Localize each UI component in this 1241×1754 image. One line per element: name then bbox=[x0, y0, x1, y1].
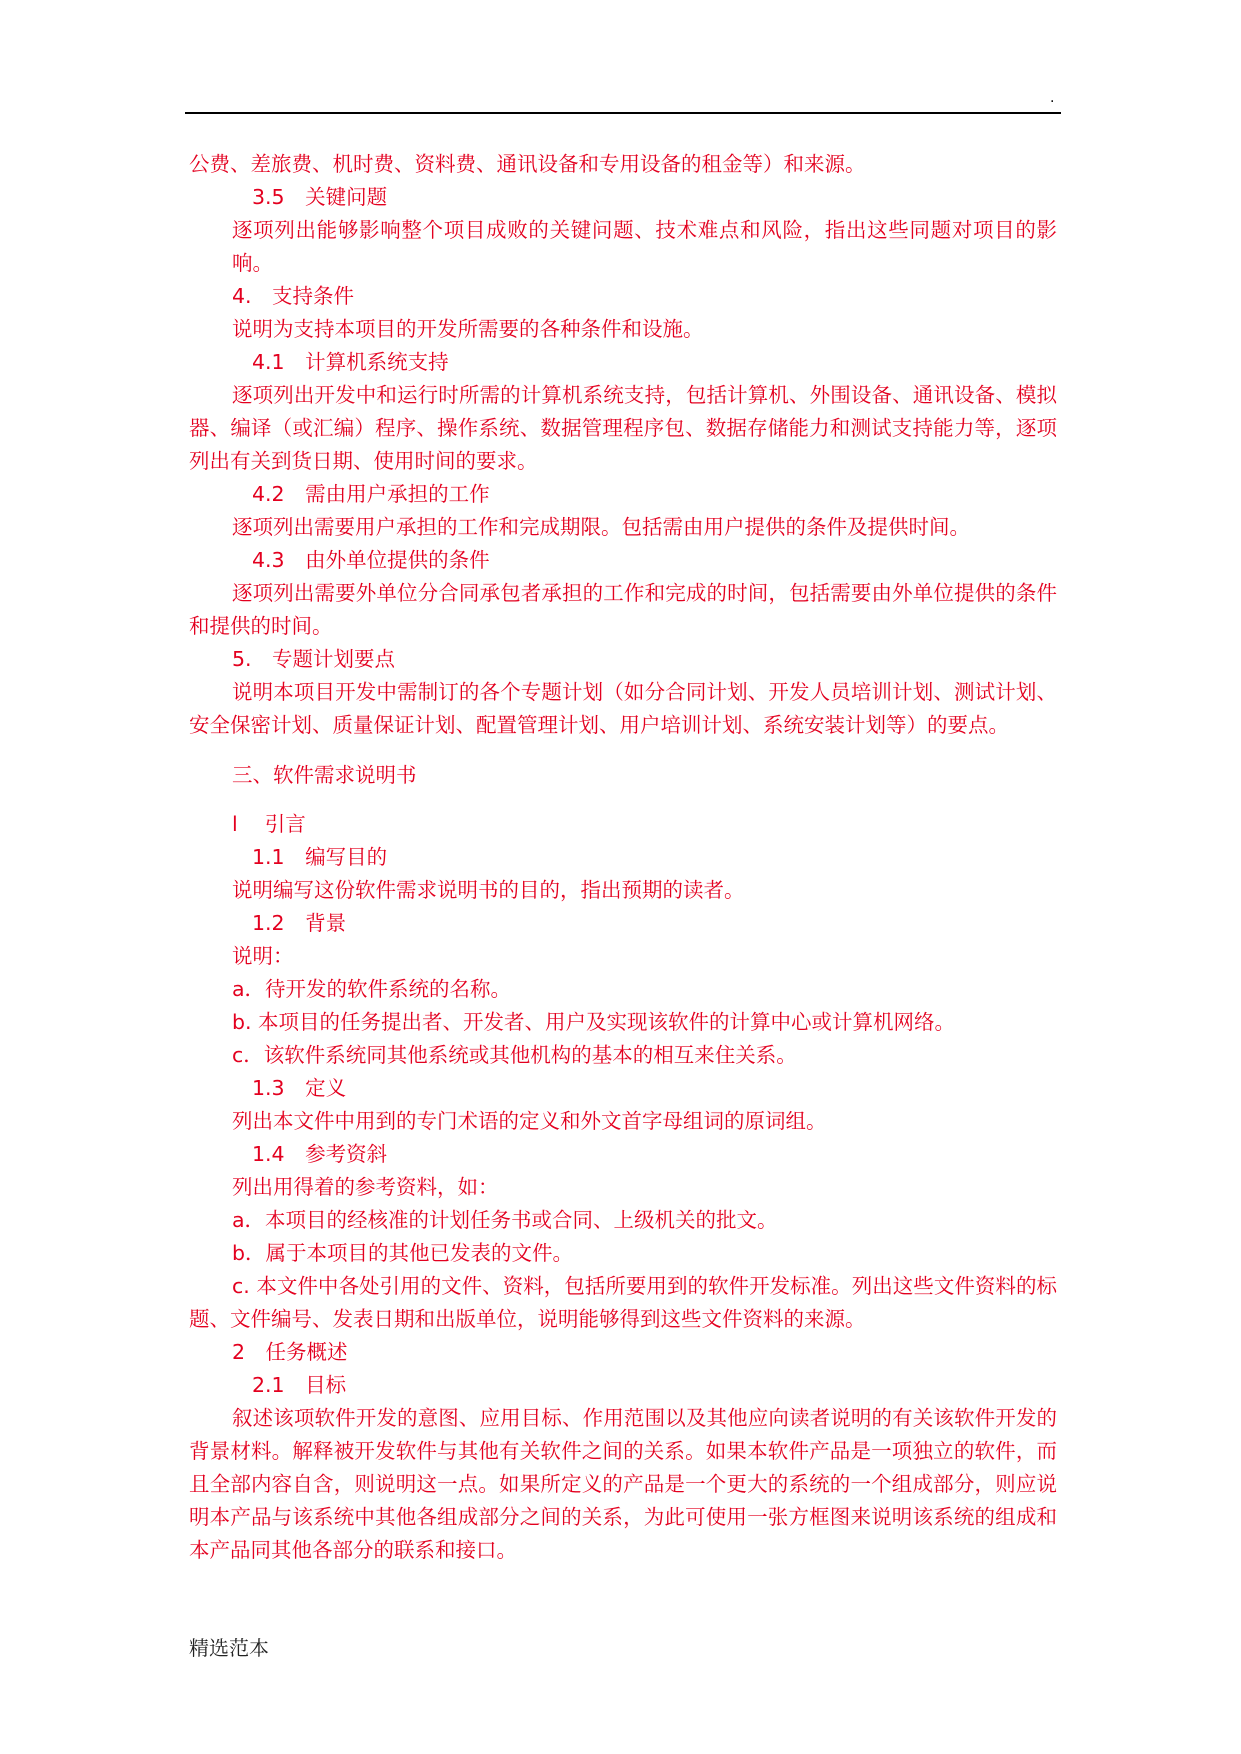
section-heading-2: 2 任务概述 bbox=[232, 1340, 348, 1364]
section-heading-2-1: 2.1 目标 bbox=[252, 1373, 347, 1397]
paragraph: 叙述该项软件开发的意图、应用目标、作用范围以及其他应向读者说明的有关该软件开发的背景材料。解释被开发软件与其他有关软件之间的关系。如果本软件产品是一项独立的软件，而且全部内容自含，则说明这一点。如果所定义的产品是一个更大的系统的一个组成部分，则应说明本产品与该系统中其他各组成部分之间的关系，为此可使用一张方框图来说明该系统的组成和本产品同其他各部分的联系和接口。 bbox=[189, 1406, 1057, 1562]
footer-text: 精选范本 bbox=[189, 1636, 269, 1660]
section-heading-1: l 引言 bbox=[232, 812, 306, 836]
section-heading-1-2: 1.2 背景 bbox=[252, 911, 347, 935]
list-item: b. 本项目的任务提出者、开发者、用户及实现该软件的计算中心或计算机网络。 bbox=[232, 1010, 956, 1034]
section-heading-4-1: 4.1 计算机系统支持 bbox=[252, 350, 449, 374]
chapter-heading: 三、软件需求说明书 bbox=[232, 763, 417, 787]
text-line: 公费、差旅费、机时费、资料费、通讯设备和专用设备的租金等）和来源。 bbox=[189, 152, 866, 176]
header-mark: . bbox=[1050, 90, 1055, 106]
section-heading-4: 4. 支持条件 bbox=[232, 284, 355, 308]
section-heading-4-2: 4.2 需由用户承担的工作 bbox=[252, 482, 490, 506]
paragraph: 逐项列出需要用户承担的工作和完成期限。包括需由用户提供的条件及提供时间。 bbox=[232, 515, 970, 539]
section-heading-3-5: 3.5 关键问题 bbox=[252, 185, 388, 209]
section-heading-5: 5. 专题计划要点 bbox=[232, 647, 396, 671]
document-body bbox=[189, 148, 1057, 1567]
paragraph: 说明： bbox=[232, 944, 294, 968]
list-item: a．本项目的经核准的计划任务书或合同、上级机关的批文。 bbox=[232, 1208, 778, 1232]
paragraph: 列出用得着的参考资料，如： bbox=[232, 1175, 499, 1199]
paragraph: 逐项列出开发中和运行时所需的计算机系统支持，包括计算机、外围设备、通讯设备、模拟器、编译（或汇编）程序、操作系统、数据管理程序包、数据存储能力和测试支持能力等，逐项列出有关到货日期、使用时间的要求。 bbox=[189, 383, 1057, 473]
paragraph: 列出本文件中用到的专门术语的定义和外文首字母组词的原词组。 bbox=[232, 1109, 827, 1133]
section-heading-1-1: 1.1 编写目的 bbox=[252, 845, 388, 869]
paragraph: 说明本项目开发中需制订的各个专题计划（如分合同计划、开发人员培训计划、测试计划、安全保密计划、质量保证计划、配置管理计划、用户培训计划、系统安装计划等）的要点。 bbox=[189, 680, 1057, 737]
paragraph: 说明为支持本项目的开发所需要的各种条件和设施。 bbox=[232, 317, 704, 341]
list-item: a．待开发的软件系统的名称。 bbox=[232, 977, 512, 1001]
header-rule bbox=[185, 112, 1061, 114]
paragraph: 说明编写这份软件需求说明书的目的，指出预期的读者。 bbox=[232, 878, 745, 902]
section-heading-1-4: 1.4 参考资斜 bbox=[252, 1142, 388, 1166]
paragraph: 逐项列出能够影响整个项目成败的关键问题、技术难点和风险，指出这些同题对项目的影响。 bbox=[232, 218, 1057, 275]
section-heading-4-3: 4.3 由外单位提供的条件 bbox=[252, 548, 490, 572]
list-item: c. 本文件中各处引用的文件、资料，包括所要用到的软件开发标准。列出这些文件资料的标题、文件编号、发表日期和出版单位，说明能够得到这些文件资料的来源。 bbox=[189, 1274, 1057, 1331]
list-item: c．该软件系统同其他系统或其他机构的基本的相互来住关系。 bbox=[232, 1043, 797, 1067]
list-item: b．属于本项目的其他已发表的文件。 bbox=[232, 1241, 574, 1265]
paragraph: 逐项列出需要外单位分合同承包者承担的工作和完成的时间，包括需要由外单位提供的条件和提供的时间。 bbox=[189, 581, 1057, 638]
section-heading-1-3: 1.3 定义 bbox=[252, 1076, 347, 1100]
